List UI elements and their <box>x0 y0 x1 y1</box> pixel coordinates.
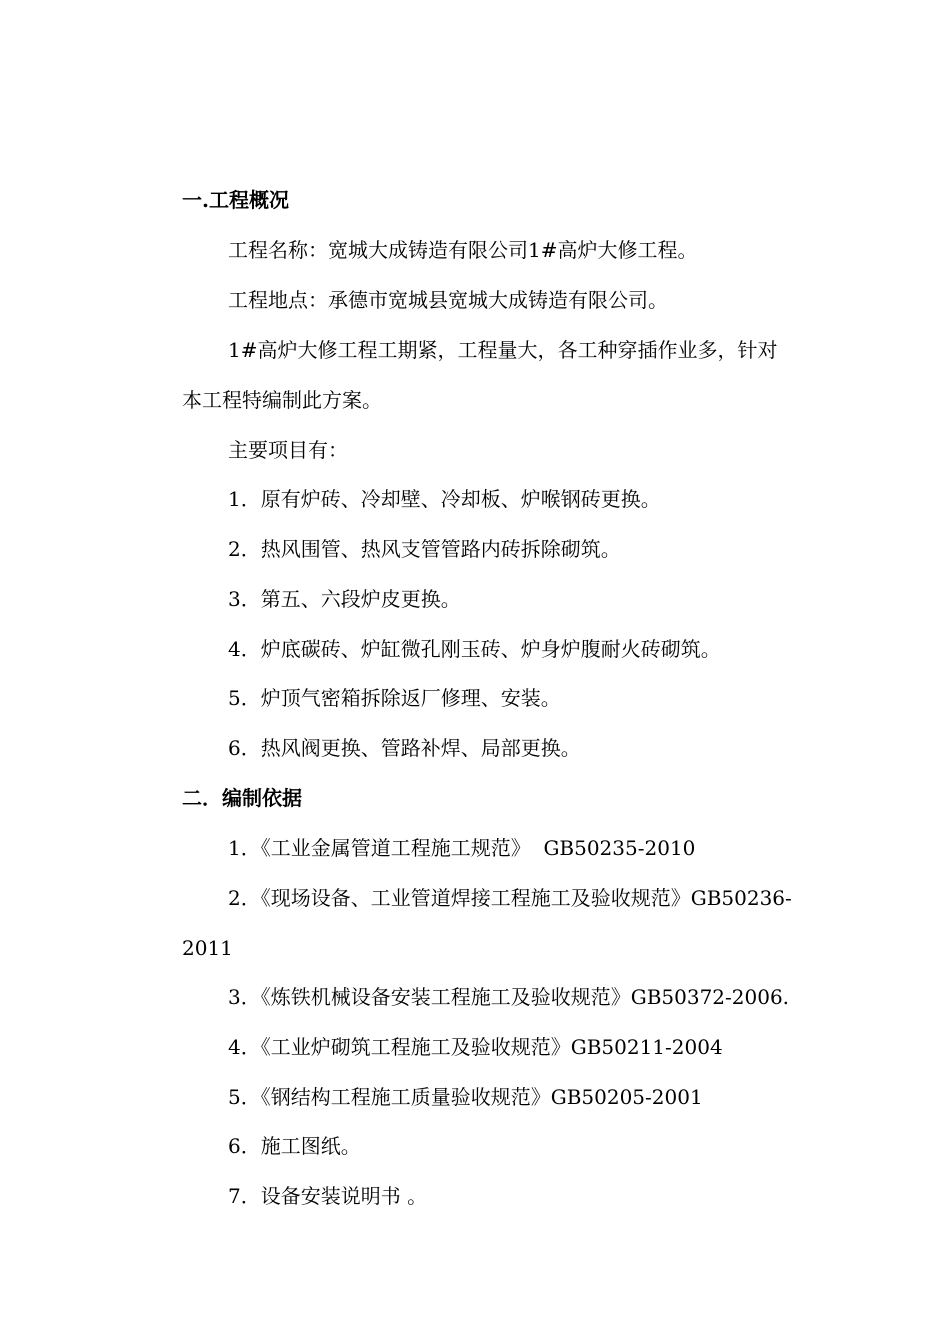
project-location: 工程地点：承德市宽城县宽城大成铸造有限公司。 <box>228 288 668 312</box>
section-heading-basis: 二．编制依据 <box>182 786 302 810</box>
list-item: 3．第五、六段炉皮更换。 <box>228 587 461 611</box>
basis-item: 7．设备安装说明书 。 <box>228 1184 428 1208</box>
intro-paragraph-line1: 1#高炉大修工程工期紧，工程量大，各工种穿插作业多，针对 <box>228 338 778 362</box>
list-item: 4．炉底碳砖、炉缸微孔刚玉砖、炉身炉腹耐火砖砌筑。 <box>228 637 721 661</box>
basis-item: 1．《工业金属管道工程施工规范》 GB50235-2010 <box>228 836 696 860</box>
intro-paragraph-line2: 本工程特编制此方案。 <box>182 388 382 412</box>
main-items-label: 主要项目有： <box>228 438 348 462</box>
list-item: 5．炉顶气密箱拆除返厂修理、安装。 <box>228 686 561 710</box>
basis-item-continuation: 2011 <box>182 936 233 960</box>
basis-item: 2．《现场设备、工业管道焊接工程施工及验收规范》GB50236- <box>228 886 792 910</box>
list-item: 2．热风围管、热风支管管路内砖拆除砌筑。 <box>228 537 621 561</box>
basis-item: 4．《工业炉砌筑工程施工及验收规范》GB50211-2004 <box>228 1035 723 1059</box>
project-name: 工程名称：宽城大成铸造有限公司1#高炉大修工程。 <box>228 238 698 262</box>
list-item: 1．原有炉砖、冷却壁、冷却板、炉喉钢砖更换。 <box>228 487 661 511</box>
basis-item: 3．《炼铁机械设备安装工程施工及验收规范》GB50372-2006. <box>228 985 790 1009</box>
basis-item: 5．《钢结构工程施工质量验收规范》GB50205-2001 <box>228 1085 703 1109</box>
section-heading-overview: 一.工程概况 <box>182 188 289 212</box>
basis-item: 6．施工图纸。 <box>228 1134 361 1158</box>
list-item: 6．热风阀更换、管路补焊、局部更换。 <box>228 736 581 760</box>
